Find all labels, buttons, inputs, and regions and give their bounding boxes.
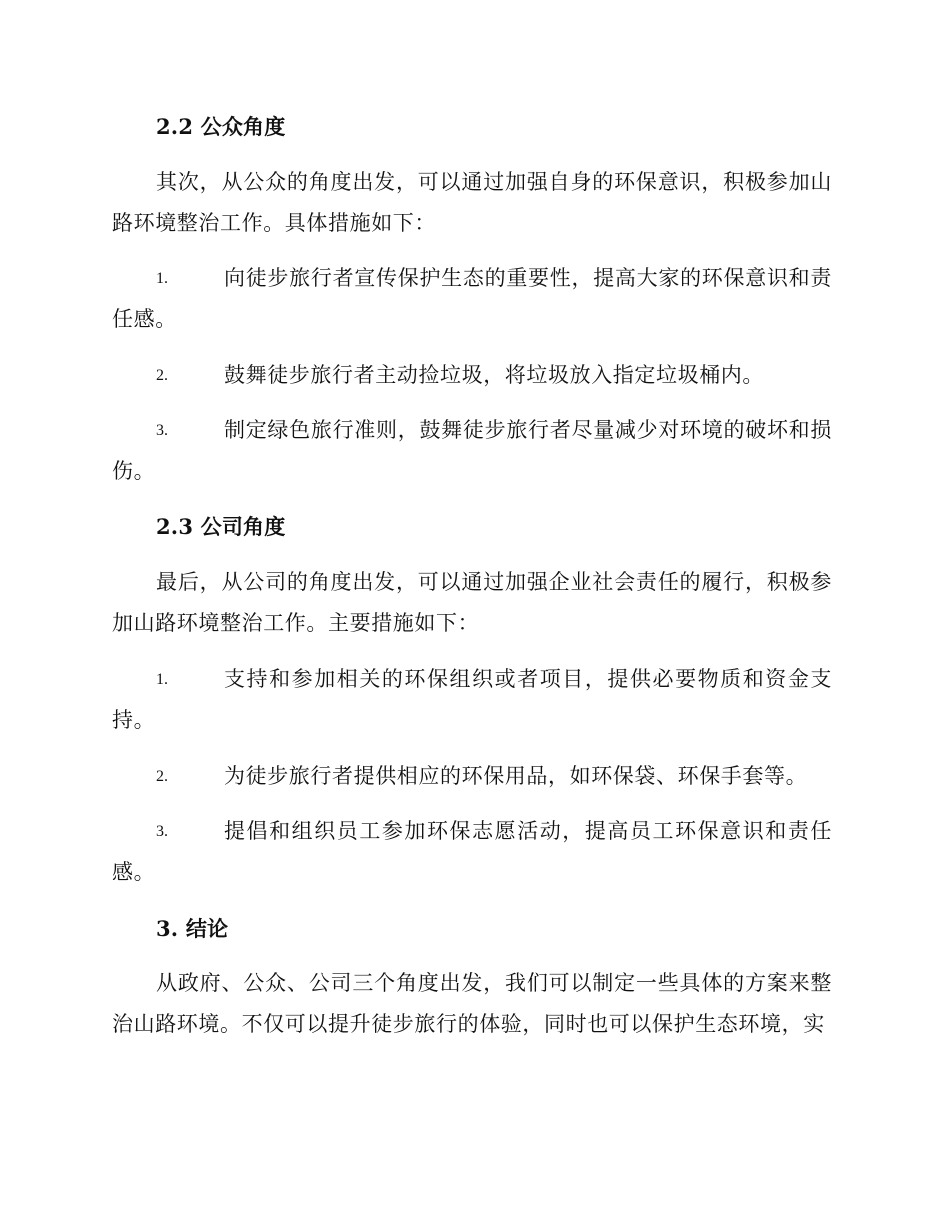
section-intro-public: 其次，从公众的角度出发，可以通过加强自身的环保意识，积极参加山路环境整治工作。具体措施如下： — [112, 170, 832, 235]
list-item-number: 3. — [156, 823, 168, 840]
list-item-text: 为徒步旅行者提供相应的环保用品，如环保袋、环保手套等。 — [224, 764, 808, 788]
section-intro-company: 最后，从公司的角度出发，可以通过加强企业社会责任的履行，积极参加山路环境整治工作。主要措施如下： — [112, 570, 832, 635]
list-item — [112, 410, 832, 492]
list-item-text: 鼓舞徒步旅行者主动捡垃圾，将垃圾放入指定垃圾桶内。 — [224, 363, 764, 387]
section-heading-conclusion: 3. 结论 — [156, 916, 229, 941]
list-item — [112, 811, 832, 893]
list-item-number: 1. — [156, 671, 168, 688]
list-item-text: 向徒步旅行者宣传保护生态的重要性，提高大家的环保意识和责任感。 — [112, 266, 832, 331]
list-item-text: 制定绿色旅行准则，鼓舞徒步旅行者尽量减少对环境的破坏和损伤。 — [112, 418, 832, 483]
list-item — [112, 659, 832, 741]
list-item-number: 3. — [156, 422, 168, 439]
list-item-text: 提倡和组织员工参加环保志愿活动，提高员工环保意识和责任感。 — [112, 819, 832, 884]
section-intro-conclusion: 从政府、公众、公司三个角度出发，我们可以制定一些具体的方案来整治山路环境。不仅可以提升徒步旅行的体验，同时也可以保护生态环境，实 — [112, 971, 832, 1036]
section-heading-public: 2.2 公众角度 — [156, 114, 286, 139]
list-item-number: 1. — [156, 270, 168, 287]
section-heading-company: 2.3 公司角度 — [156, 514, 286, 539]
list-item-number: 2. — [156, 367, 168, 384]
list-item-text: 支持和参加相关的环保组织或者项目，提供必要物质和资金支持。 — [112, 667, 832, 732]
list-item — [112, 355, 832, 396]
list-item-number: 2. — [156, 768, 168, 785]
list-item — [112, 756, 832, 797]
list-item — [112, 258, 832, 340]
